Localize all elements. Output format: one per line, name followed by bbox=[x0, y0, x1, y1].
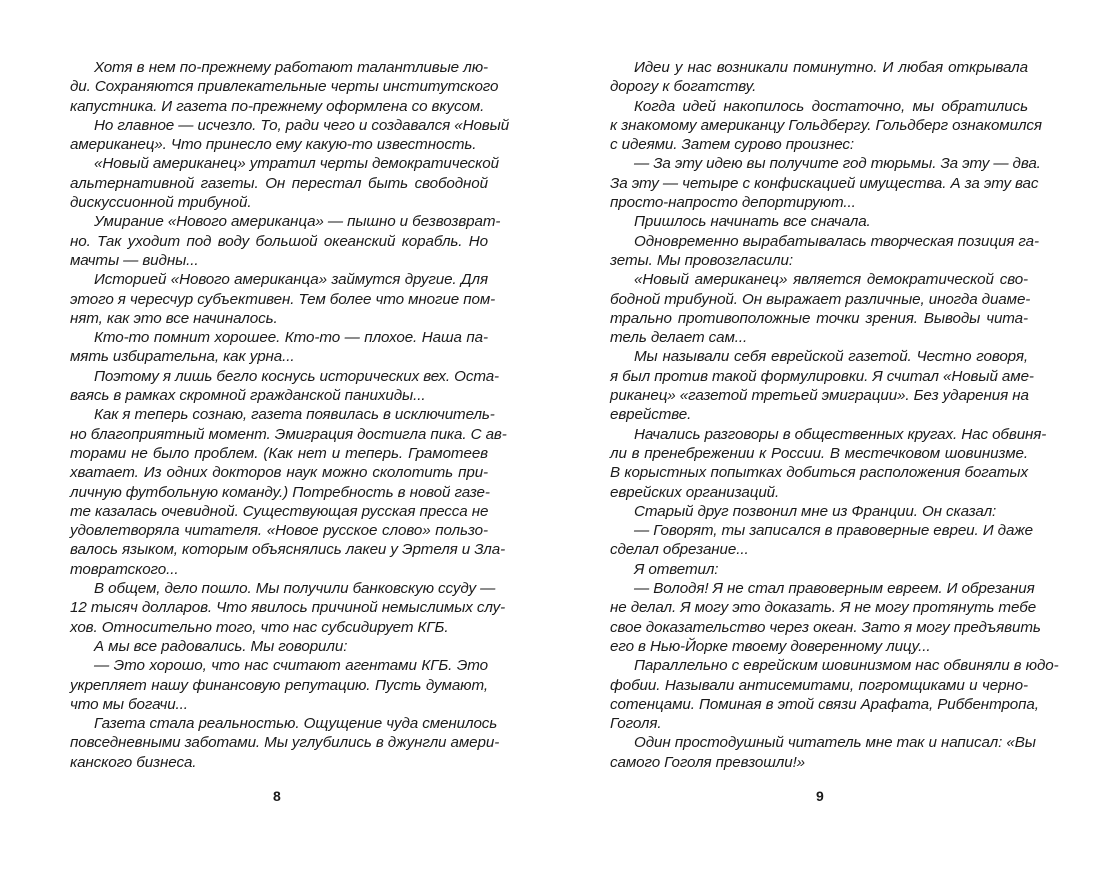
text-line: — Володя! Я не стал правоверным евреем. И обрезания bbox=[634, 580, 1035, 598]
text-line: — Говорят, ты записался в правоверные евреи. И даже bbox=[634, 522, 1033, 540]
text-line: мачты — видны... bbox=[70, 251, 199, 269]
text-line: но. Так уходит под воду большой океанский корабль. Но bbox=[70, 232, 488, 250]
text-line: За эту — четыре с конфискацией имущества. А за эту вас bbox=[610, 174, 1039, 192]
text-line: свое доказательство через океан. Зато я могу предъявить bbox=[610, 618, 1041, 636]
text-line: Мы называли себя еврейской газетой. Честно говоря, bbox=[634, 348, 1028, 366]
text-line: самого Гоголя превзошли!» bbox=[610, 753, 806, 771]
page-number-right: 9 bbox=[816, 788, 824, 804]
page-number-left: 8 bbox=[273, 788, 281, 804]
text-line: 12 тысяч долларов. Что явилось причиной немыслимых слу- bbox=[70, 599, 506, 617]
text-line: торами не было проблем. (Как нет и теперь. Грамотеев bbox=[70, 444, 488, 462]
left-page bbox=[70, 58, 510, 772]
text-line: тель делает сам... bbox=[610, 329, 748, 347]
text-line: повседневными заботами. Мы углубились в джунгли амери- bbox=[70, 734, 500, 752]
text-line: Как я теперь сознаю, газета появилась в исключитель- bbox=[94, 406, 495, 424]
text-line: Умирание «Нового американца» — пышно и безвозврат- bbox=[94, 213, 501, 231]
text-line: В общем, дело пошло. Мы получили банковскую ссуду — bbox=[94, 580, 496, 598]
text-line: сделал обрезание... bbox=[610, 541, 749, 559]
text-line: Газета стала реальностью. Ощущение чуда сменилось bbox=[94, 715, 498, 733]
text-line: его в Нью-Йорке твоему доверенному лицу... bbox=[610, 637, 931, 655]
text-line: «Новый американец» является демократической сво- bbox=[634, 271, 1028, 289]
text-line: личную футбольную команду.) Потребность в новой газе- bbox=[70, 483, 490, 501]
text-line: — За эту идею вы получите год тюрьмы. За эту — два. bbox=[634, 155, 1041, 173]
text-line: сотенцами. Поминая в этой связи Арафата, Риббентропа, bbox=[610, 695, 1039, 713]
text-line: с идеями. Затем сурово произнес: bbox=[610, 136, 855, 154]
text-line: Когда идей накопилось достаточно, мы обратились bbox=[634, 97, 1028, 115]
text-line: те казалась очевидной. Существующая русская пресса не bbox=[70, 502, 489, 520]
text-line: ди. Сохраняются привлекательные черты институтского bbox=[70, 78, 499, 96]
text-line: альтернативной газеты. Он перестал быть свободной bbox=[70, 174, 488, 192]
text-line: не делал. Я могу это доказать. Я не могу протянуть тебе bbox=[610, 599, 1037, 617]
text-line: валось языком, которым объяснялись лакеи у Эртеля и Зла- bbox=[70, 541, 506, 559]
text-line: Начались разговоры в общественных кругах. Нас обвиня- bbox=[634, 425, 1047, 443]
text-line: А мы все радовались. Мы говорили: bbox=[94, 637, 348, 655]
text-line: еврействе. bbox=[610, 406, 692, 424]
text-line: товратского... bbox=[70, 560, 179, 578]
text-line: В корыстных попытках добиться расположения богатых bbox=[610, 464, 1028, 482]
text-line: Хотя в нем по-прежнему работают талантливые лю- bbox=[94, 59, 488, 76]
text-line: трально противоположные точки зрения. Выводы чита- bbox=[610, 309, 1028, 327]
text-line: удовлетворяла читателя. «Новое русское слово» пользо- bbox=[70, 522, 488, 540]
text-line: Параллельно с еврейским шовинизмом нас обвиняли в юдо- bbox=[634, 657, 1059, 675]
text-line: Но главное — исчезло. То, ради чего и создавался «Новый bbox=[94, 116, 510, 134]
text-line: к знакомому американцу Гольдбергу. Гольдберг ознакомился bbox=[610, 116, 1042, 134]
text-line: мять избирательна, как урна... bbox=[70, 348, 295, 366]
text-line: Один простодушный читатель мне так и написал: «Вы bbox=[634, 734, 1036, 752]
text-line: дорогу к богатству. bbox=[610, 78, 757, 96]
text-line: бодной трибуной. Он выражает различные, иногда диаме- bbox=[610, 290, 1031, 308]
text-line: ваясь в рамках скромной гражданской панихиды... bbox=[70, 387, 426, 405]
text-line: Я ответил: bbox=[634, 560, 719, 578]
text-line: просто-напросто депортируют... bbox=[610, 194, 856, 212]
text-line: еврейских организаций. bbox=[610, 483, 780, 501]
text-line: капустника. И газета по-прежнему оформлена со вкусом. bbox=[70, 97, 485, 115]
text-line: нят, как это все начиналось. bbox=[70, 309, 278, 327]
text-line: Идеи у нас возникали поминутно. И любая открывала bbox=[634, 59, 1028, 76]
text-line: Одновременно вырабатывалась творческая позиция га- bbox=[634, 232, 1039, 250]
text-line: зеты. Мы провозгласили: bbox=[610, 251, 793, 269]
text-line: Старый друг позвонил мне из Франции. Он сказал: bbox=[634, 502, 997, 520]
text-line: хов. Относительно того, что нас субсидирует КГБ. bbox=[70, 618, 449, 636]
text-line: что мы богачи... bbox=[70, 695, 188, 713]
text-line: Гоголя. bbox=[610, 715, 662, 733]
text-line: «Новый американец» утратил черты демократической bbox=[94, 155, 499, 173]
text-line: дискуссионной трибуной. bbox=[70, 194, 252, 212]
text-line: канского бизнеса. bbox=[70, 753, 197, 771]
text-line: Пришлось начинать все сначала. bbox=[634, 213, 871, 231]
right-page bbox=[610, 58, 1059, 772]
text-line: этого я чересчур субъективен. Тем более что многие пом- bbox=[70, 290, 496, 308]
text-line: укрепляет нашу финансовую репутацию. Пусть думают, bbox=[70, 676, 488, 694]
text-line: американец». Что принесло ему какую-то известность. bbox=[70, 136, 477, 154]
text-line: хватает. Из одних докторов наук можно сколотить при- bbox=[70, 464, 488, 482]
text-line: риканец» «газетой третьей эмиграции». Без ударения на bbox=[610, 387, 1029, 405]
text-line: я был против такой формулировки. Я считал «Новый аме- bbox=[610, 367, 1034, 385]
text-line: Поэтому я лишь бегло коснусь исторических вех. Оста- bbox=[94, 367, 500, 385]
text-line: фобии. Называли антисемитами, погромщиками и черно- bbox=[610, 676, 1028, 694]
text-line: ли в пренебрежении к России. В местечковом шовинизме. bbox=[610, 444, 1028, 462]
text-line: Кто-то помнит хорошее. Кто-то — плохое. Наша па- bbox=[94, 329, 488, 347]
text-line: но благоприятный момент. Эмиграция достигла пика. С ав- bbox=[70, 425, 507, 443]
text-line: Историей «Нового американца» займутся другие. Для bbox=[94, 271, 488, 289]
text-line: — Это хорошо, что нас считают агентами КГБ. Это bbox=[94, 657, 488, 675]
